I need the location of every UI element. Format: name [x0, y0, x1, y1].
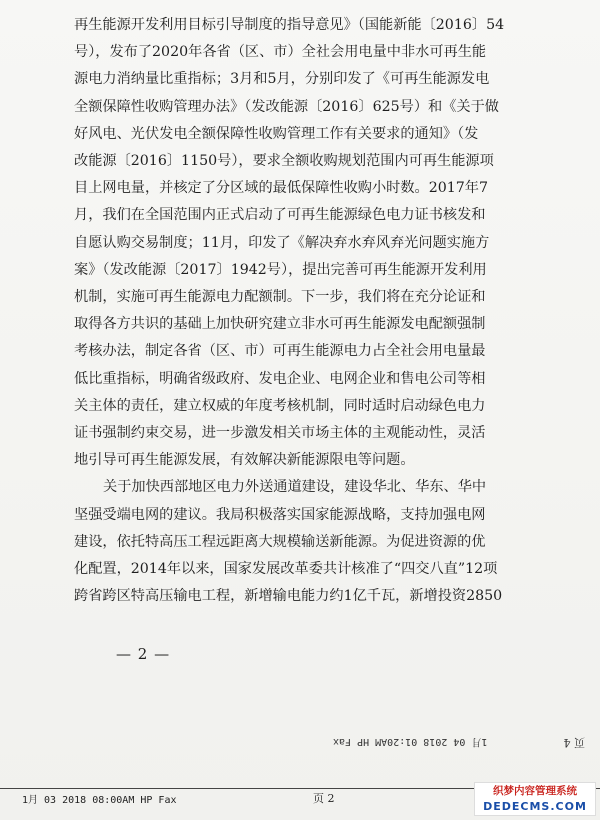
watermark-domain: DEDECMS.COM: [483, 800, 587, 813]
text-line: 跨省跨区特高压输电工程，新增输电能力约1亿千瓦，新增投资2850: [74, 588, 503, 605]
text-line: 全额保障性收购管理办法》（发改能源〔2016〕625号）和《关于做: [74, 98, 499, 115]
watermark-title: 织梦内容管理系统: [493, 785, 577, 797]
text-line: 自愿认购交易制度；11月，印发了《解决弃水弃风弃光问题实施方: [74, 234, 490, 251]
text-line: 再生能源开发利用目标引导制度的指导意见》（国能新能〔2016〕54: [74, 17, 505, 33]
text-line: 月，我们在全国范围内正式启动了可再生能源绿色电力证书核发和: [74, 207, 486, 224]
text-line: 化配置，2014年以来，国家发展改革委共计核准了“四交八直”12项: [74, 561, 498, 578]
fax-header-stamp: 1月 04 2018 01:20AM HP Fax: [332, 736, 488, 747]
text-line: 低比重指标，明确省级政府、发电企业、电网企业和售电公司等相: [74, 370, 486, 387]
fax-header-page: 页 4: [563, 736, 585, 749]
fax-footer-stamp: 1月 03 2018 08:00AM HP Fax: [22, 795, 177, 806]
text-line: 关主体的责任，建立权威的年度考核机制，同时适时启动绿色电力: [74, 397, 486, 414]
text-line: 坚强受端电网的建议。我局积极落实国家能源战略，支持加强电网: [74, 506, 486, 523]
text-line: 取得各方共识的基础上加快研究建立非水可再生能源发电配额强制: [74, 316, 486, 333]
page-number: — 2 —: [116, 645, 171, 663]
text-line: 案》（发改能源〔2017〕1942号），提出完善可再生能源开发利用: [74, 261, 487, 278]
fax-header-mirrored: [205, 735, 585, 751]
paragraph-start-line: 关于加快西部地区电力外送通道建设，建设华北、华东、华中: [103, 479, 487, 496]
text-line: 地引导可再生能源发展，有效解决新能源限电等问题。: [74, 452, 415, 469]
text-line: 改能源〔2016〕1150号），要求全额收购规划范围内可再生能源项: [74, 153, 494, 170]
text-line: 目上网电量，并核定了分区域的最低保障性收购小时数。2017年7: [74, 180, 489, 197]
text-line: 好风电、光伏发电全额保障性收购管理工作有关要求的通知》（发: [74, 125, 479, 142]
fax-footer-page: 页 2: [313, 792, 335, 805]
site-watermark: [474, 782, 596, 816]
text-line: 源电力消纳量比重指标；3月和5月，分别印发了《可再生能源发电: [74, 71, 490, 88]
text-line: 建设，依托特高压工程远距离大规模输送新能源。为促进资源的优: [74, 533, 486, 550]
text-line: 证书强制约束交易，进一步激发相关市场主体的主观能动性，灵活: [74, 425, 486, 442]
text-line: 机制，实施可再生能源电力配额制。下一步，我们将在充分论证和: [74, 289, 486, 306]
text-line: 考核办法，制定各省（区、市）可再生能源电力占全社会用电量最: [74, 343, 486, 360]
text-line: 号），发布了2020年各省（区、市）全社会用电量中非水可再生能: [74, 44, 487, 61]
document-body: [74, 12, 522, 610]
